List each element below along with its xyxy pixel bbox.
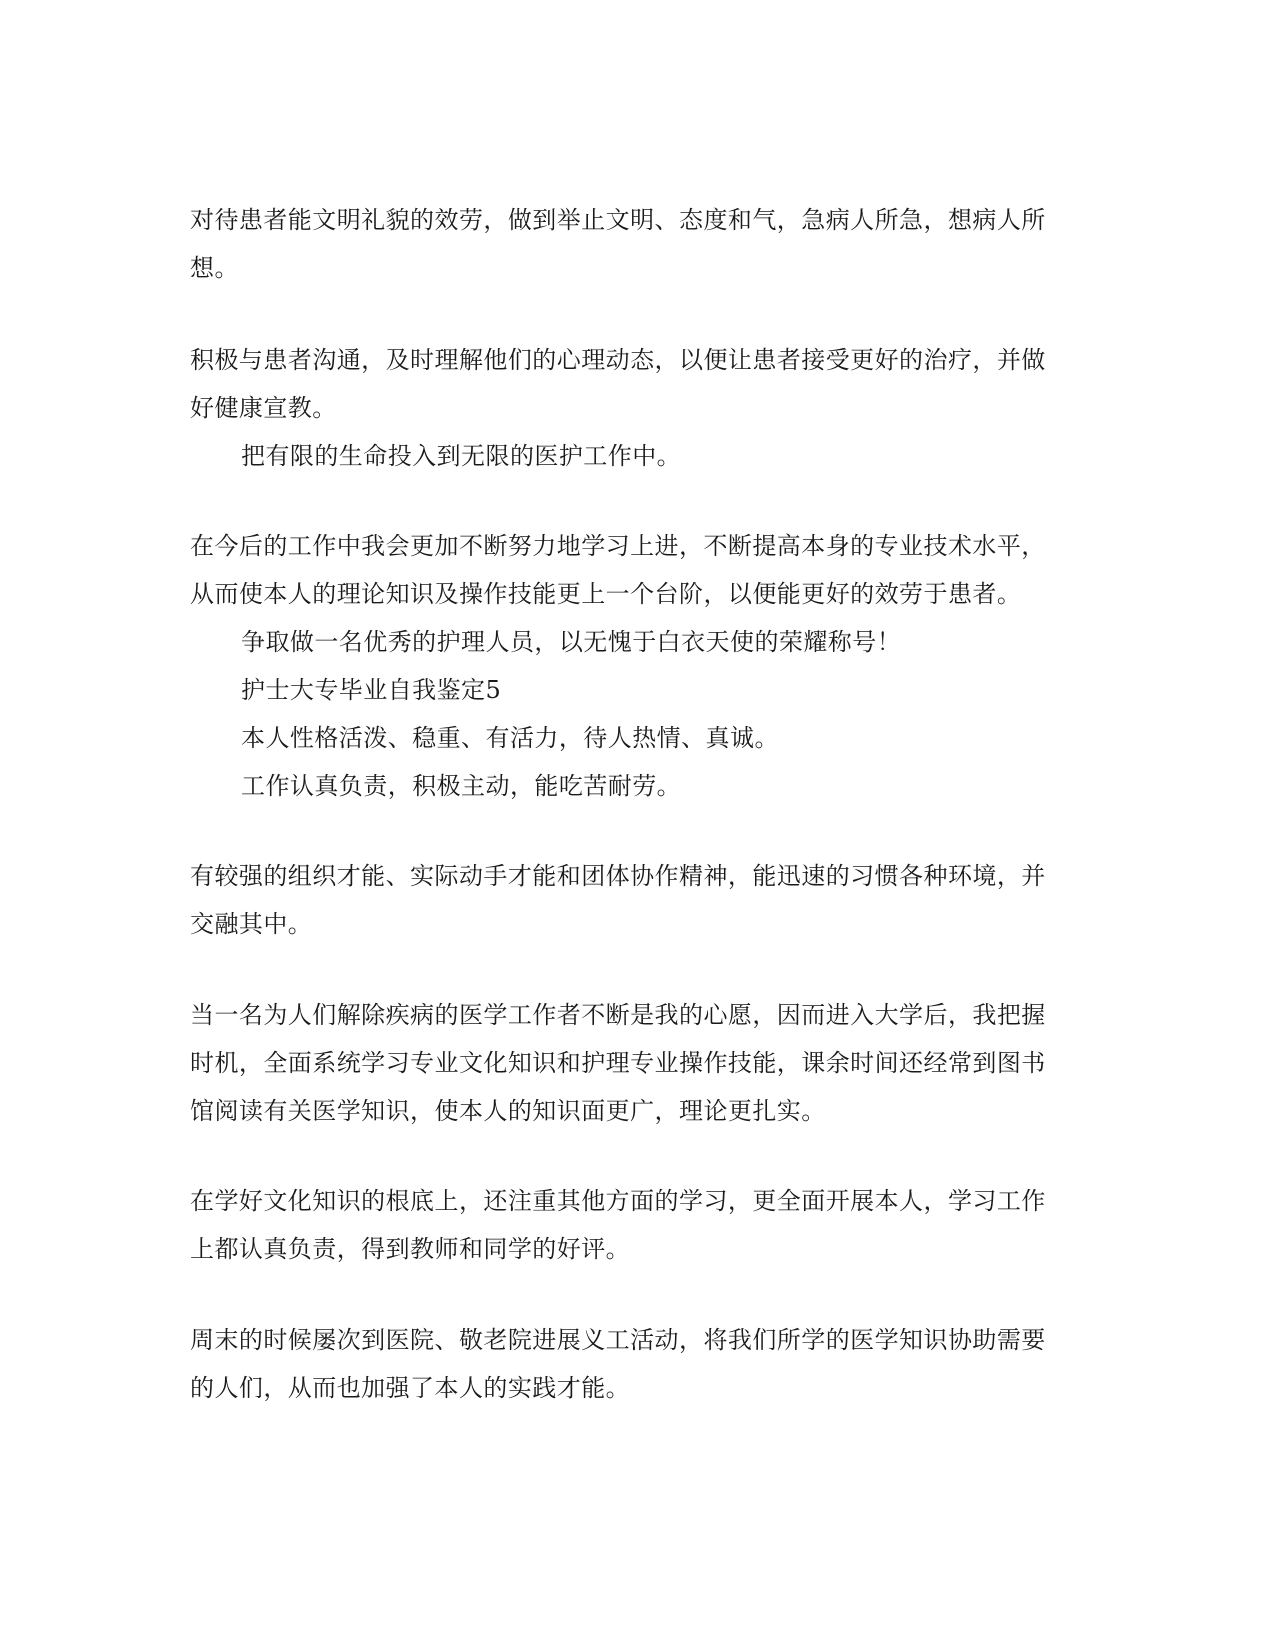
- text-line: 本人性格活泼、稳重、有活力，待人热情、真诚。: [241, 724, 779, 752]
- text-line: 积极与患者沟通，及时理解他们的心理动态，以便让患者接受更好的治疗，并做: [190, 346, 1046, 374]
- text-line: 好健康宣教。: [190, 394, 337, 422]
- text-line: 的人们，从而也加强了本人的实践才能。: [190, 1374, 631, 1402]
- text-line: 馆阅读有关医学知识，使本人的知识面更广，理论更扎实。: [190, 1097, 826, 1125]
- text-line: 在今后的工作中我会更加不断努力地学习上进，不断提高本身的专业技术水平，: [190, 532, 1046, 560]
- text-line: 从而使本人的理论知识及操作技能更上一个台阶，以便能更好的效劳于患者。: [190, 580, 1022, 608]
- text-line: 上都认真负责，得到教师和同学的好评。: [190, 1235, 631, 1263]
- text-line: 当一名为人们解除疾病的医学工作者不断是我的心愿，因而进入大学后，我把握: [190, 1001, 1046, 1029]
- text-line: 想。: [190, 254, 239, 282]
- text-line: 争取做一名优秀的护理人员，以无愧于白衣天使的荣耀称号！: [241, 628, 902, 656]
- text-line: 有较强的组织才能、实际动手才能和团体协作精神，能迅速的习惯各种环境，并: [190, 862, 1046, 890]
- text-line: 时机，全面系统学习专业文化知识和护理专业操作技能，课余时间还经常到图书: [190, 1049, 1046, 1077]
- text-line: 周末的时候屡次到医院、敬老院进展义工活动，将我们所学的医学知识协助需要: [190, 1326, 1046, 1354]
- section-heading: 护士大专毕业自我鉴定5: [241, 676, 502, 704]
- text-line: 在学好文化知识的根底上，还注重其他方面的学习，更全面开展本人，学习工作: [190, 1187, 1046, 1215]
- text-line: 对待患者能文明礼貌的效劳，做到举止文明、态度和气，急病人所急，想病人所: [190, 206, 1046, 234]
- text-line: 工作认真负责，积极主动，能吃苦耐劳。: [241, 772, 682, 800]
- text-line: 交融其中。: [190, 910, 313, 938]
- text-line: 把有限的生命投入到无限的医护工作中。: [241, 442, 682, 470]
